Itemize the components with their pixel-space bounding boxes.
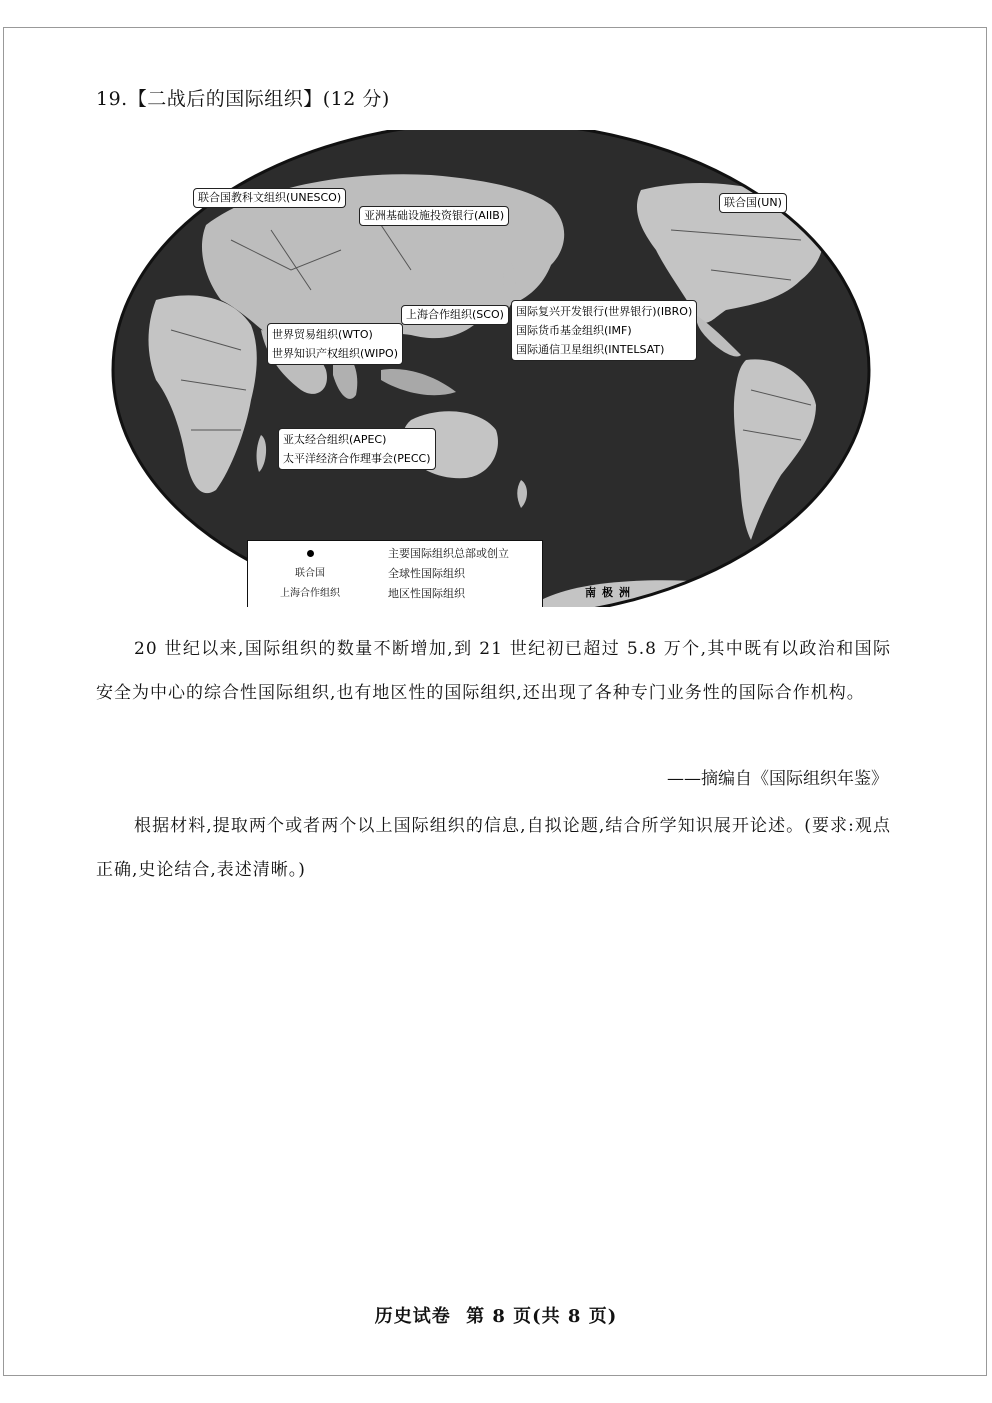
label-sco: 上海合作组织(SCO) xyxy=(401,305,509,325)
antarctica-label: 南极洲 xyxy=(585,586,636,599)
label-group-wto-wipo xyxy=(267,323,403,365)
question-title: 19.【二战后的国际组织】(12 分) xyxy=(96,88,390,110)
label-ibro: 国际复兴开发银行(世界银行)(IBRO) xyxy=(516,305,693,318)
legend-global-text: 全球性国际组织 xyxy=(388,567,465,580)
label-aiib: 亚洲基础设施投资银行(AIIB) xyxy=(359,206,509,226)
page-footer xyxy=(0,1302,992,1328)
label-wto: 世界贸易组织(WTO) xyxy=(272,328,373,341)
material-paragraph: 20 世纪以来,国际组织的数量不断增加,到 21 世纪初已超过 5.8 万个,其中既有以政治和国际安全为中心的综合性国际组织,也有地区性的国际组织,还出现了各种专门业务性的国际合作机构。 xyxy=(96,639,891,703)
legend-row-global xyxy=(248,565,542,583)
label-imf: 国际货币基金组织(IMF) xyxy=(516,324,632,337)
material-source: ——摘编自《国际组织年鉴》 xyxy=(667,769,888,789)
footer-page-number: 第 8 页(共 8 页) xyxy=(466,1306,618,1327)
legend-row-headquarters xyxy=(248,545,542,563)
map-legend xyxy=(247,540,543,607)
label-group-apec-pecc xyxy=(278,428,436,470)
question-prompt: 根据材料,提取两个或者两个以上国际组织的信息,自拟论题,结合所学知识展开论述。(要求:观点正确,史论结合,表述清晰。) xyxy=(96,816,891,880)
label-group-financial xyxy=(511,300,697,361)
label-unesco: 联合国教科文组织(UNESCO) xyxy=(193,188,346,208)
legend-dot-symbol xyxy=(248,545,372,563)
legend-global-symbol: 联合国 xyxy=(295,568,325,579)
label-apec: 亚太经合组织(APEC) xyxy=(283,433,387,446)
label-intelsat: 国际通信卫星组织(INTELSAT) xyxy=(516,343,665,356)
footer-subject: 历史试卷 xyxy=(374,1306,451,1327)
label-wipo: 世界知识产权组织(WIPO) xyxy=(272,347,398,360)
legend-regional-symbol: 上海合作组织 xyxy=(280,588,340,599)
legend-headquarters-text: 主要国际组织总部或创立 xyxy=(388,547,509,560)
world-map xyxy=(111,130,871,607)
label-pecc: 太平洋经济合作理事会(PECC) xyxy=(283,452,431,465)
legend-row-regional xyxy=(248,585,542,603)
label-un: 联合国(UN) xyxy=(719,193,787,213)
legend-regional-text: 地区性国际组织 xyxy=(388,587,465,600)
